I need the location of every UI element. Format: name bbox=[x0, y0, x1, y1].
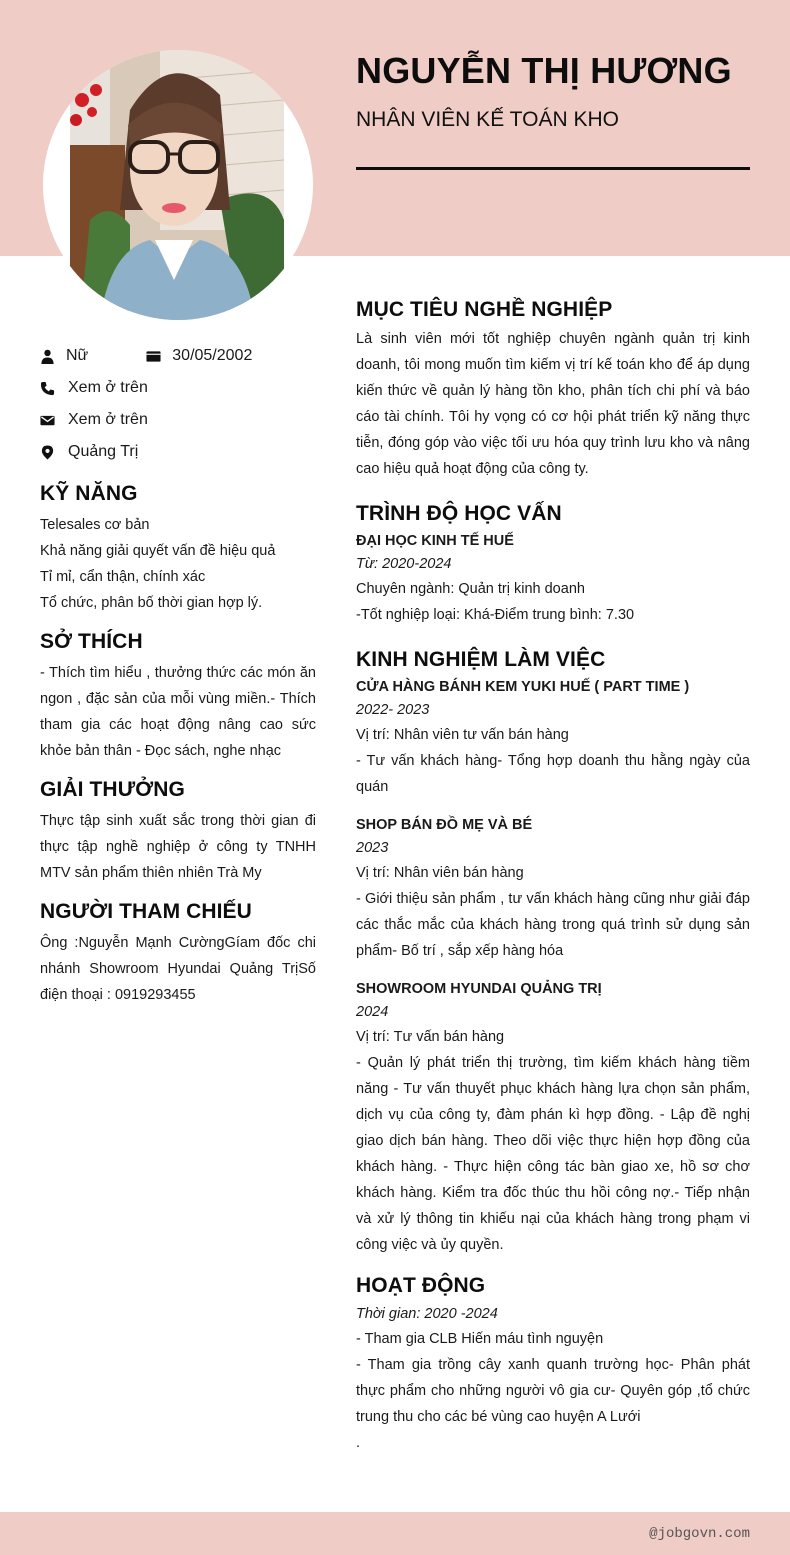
gender-item bbox=[40, 347, 88, 365]
objective-text: Là sinh viên mới tốt nghiệp chuyên ngành quản trị kinh doanh, tôi mong muốn tìm kiếm vị trí kế toán kho để áp dụng kiến thức về quản lý hàng tồn kho, phân tích chi phí và báo cáo tài chính. Tôi hy vọng có cơ hội phát triển kỹ năng thực tiễn, đóng góp vào việc tối ưu hóa quy trình lưu kho và nâng cao hiệu quả hoạt động của công ty. bbox=[356, 331, 750, 477]
job-company: SHOWROOM HYUNDAI QUẢNG TRỊ bbox=[356, 981, 602, 997]
awards-text: Thực tập sinh xuất sắc trong thời gian đi thực tập nghề nghiệp ở công ty TNHH MTV sản phẩm thiên nhiên Trà My bbox=[40, 813, 316, 881]
references-text: Ông :Nguyễn Mạnh CườngGíam đốc chi nhánh Showroom Hyundai Quảng TrịSố điện thoại : 0919293455 bbox=[40, 935, 316, 1003]
hobbies-text: - Thích tìm hiểu , thưởng thức các món ăn ngon , đặc sản của mỗi vùng miền.- Thích tham gia các hoạt động nâng cao sức khỏe bản thân - Đọc sách, nghe nhạc bbox=[40, 665, 316, 759]
job-entry bbox=[356, 978, 750, 1258]
job-title: NHÂN VIÊN KẾ TOÁN KHO bbox=[356, 108, 619, 131]
education-period: Từ: 2020-2024 bbox=[356, 556, 452, 572]
job-entry bbox=[356, 814, 750, 964]
objective-heading: MỤC TIÊU NGHỀ NGHIỆP bbox=[356, 298, 613, 321]
phone-icon bbox=[40, 381, 68, 396]
job-position: Vị trí: Nhân viên bán hàng bbox=[356, 865, 524, 881]
skill-item: Tỉ mỉ, cẩn thận, chính xác bbox=[40, 569, 206, 585]
location-pin-icon bbox=[40, 445, 68, 460]
education-section bbox=[356, 502, 750, 628]
education-major: Chuyên ngành: Quản trị kinh doanh bbox=[356, 581, 585, 597]
education-heading: TRÌNH ĐỘ HỌC VẤN bbox=[356, 502, 562, 525]
references-section bbox=[40, 900, 316, 1008]
skill-item: Telesales cơ bản bbox=[40, 517, 150, 533]
references-heading: NGƯỜI THAM CHIẾU bbox=[40, 900, 252, 923]
hobbies-section bbox=[40, 630, 316, 764]
job-position: Vị trí: Tư vấn bán hàng bbox=[356, 1029, 505, 1045]
skills-heading: KỸ NĂNG bbox=[40, 482, 138, 505]
address-value: Quảng Trị bbox=[68, 443, 139, 460]
experience-heading: KINH NGHIỆM LÀM VIỆC bbox=[356, 648, 606, 671]
job-description: - Giới thiệu sản phẩm , tư vấn khách hàng cũng như giải đáp các thắc mắc của khách hàng trong quá trình sử dụng sản phẩm- Bố trí , sắp xếp hàng hóa bbox=[356, 891, 750, 959]
email-value: Xem ở trên bbox=[68, 411, 148, 428]
contact-row-address bbox=[40, 436, 316, 468]
contact-row-gender-birthday bbox=[40, 340, 316, 372]
candidate-name: NGUYỄN THỊ HƯƠNG bbox=[356, 50, 732, 91]
awards-section bbox=[40, 778, 316, 886]
profile-photo bbox=[70, 50, 284, 320]
avatar bbox=[43, 50, 313, 320]
person-icon bbox=[40, 349, 66, 364]
job-period: 2022- 2023 bbox=[356, 702, 430, 718]
job-period: 2024 bbox=[356, 1004, 389, 1020]
job-company: SHOP BÁN ĐỒ MẸ VÀ BÉ bbox=[356, 817, 533, 833]
activity-item: - Tham gia CLB Hiến máu tình nguyện bbox=[356, 1331, 604, 1347]
job-description: - Quản lý phát triển thị trường, tìm kiếm khách hàng tiềm năng - Tư vấn thuyết phục khách hàng lựa chọn sản phẩm, dịch vụ của công ty, đàm phán kì hợp đồng. - Lập đề nghị giao dịch bán hàng. Theo dõi việc thực hiện hợp đồng của khách hàng. - Thực hiện công tác bàn giao xe, hồ sơ chơ khách hàng. Kiểm tra đốc thúc thu hồi công nợ.- Tiếp nhận và xử lý thông tin khiếu nại của khách hàng trong phạm vi công việc và ủy quyền. bbox=[356, 1055, 750, 1253]
objective-section bbox=[356, 298, 750, 482]
gender-value: Nữ bbox=[66, 347, 89, 364]
activities-heading: HOẠT ĐỘNG bbox=[356, 1274, 486, 1297]
hobbies-heading: SỞ THÍCH bbox=[40, 630, 143, 653]
footer-watermark: @jobgovn.com bbox=[649, 1526, 750, 1542]
contact-row-email bbox=[40, 404, 316, 436]
activities-section bbox=[356, 1274, 750, 1456]
experience-section bbox=[356, 648, 750, 1258]
birthday-item bbox=[146, 347, 252, 365]
contact-row-phone bbox=[40, 372, 316, 404]
awards-heading: GIẢI THƯỞNG bbox=[40, 778, 185, 801]
skill-item: Tổ chức, phân bố thời gian hợp lý. bbox=[40, 595, 263, 611]
job-company: CỬA HÀNG BÁNH KEM YUKI HUẾ ( PART TIME ) bbox=[356, 679, 690, 695]
job-period: 2023 bbox=[356, 840, 389, 856]
footer-band bbox=[0, 1512, 790, 1555]
calendar-icon bbox=[146, 349, 172, 364]
job-position: Vị trí: Nhân viên tư vấn bán hàng bbox=[356, 727, 569, 743]
title-divider bbox=[356, 167, 750, 170]
right-column bbox=[356, 298, 750, 1472]
education-grade: -Tốt nghiệp loại: Khá-Điểm trung bình: 7.30 bbox=[356, 607, 635, 623]
activity-item: . bbox=[356, 1435, 361, 1451]
left-column bbox=[40, 340, 316, 1008]
mail-icon bbox=[40, 413, 68, 428]
school-name: ĐẠI HỌC KINH TẾ HUẾ bbox=[356, 533, 514, 549]
phone-value: Xem ở trên bbox=[68, 379, 148, 396]
birthday-value: 30/05/2002 bbox=[172, 347, 253, 364]
activities-period: Thời gian: 2020 -2024 bbox=[356, 1306, 498, 1322]
job-description: - Tư vấn khách hàng- Tổng hợp doanh thu hằng ngày của quán bbox=[356, 753, 750, 795]
activity-item: - Tham gia trồng cây xanh quanh trường học- Phân phát thực phẩm cho những người vô gia cư- Quyên góp ,tổ chức trung thu cho các bé vùng cao huyện A Lưới bbox=[356, 1357, 750, 1425]
job-entry bbox=[356, 676, 750, 800]
skills-section bbox=[40, 482, 316, 616]
skill-item: Khả năng giải quyết vấn đề hiệu quả bbox=[40, 543, 276, 559]
